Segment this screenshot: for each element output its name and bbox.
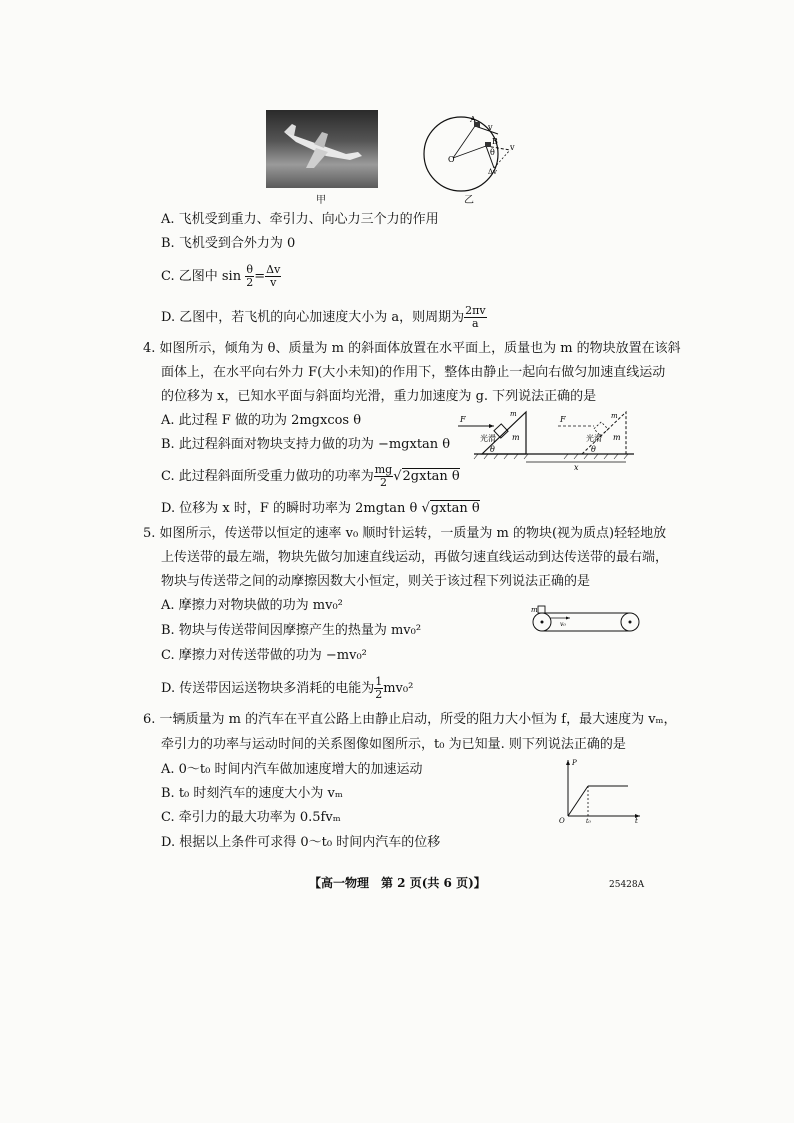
airplane-photo	[266, 110, 378, 188]
label-v0: v₀	[560, 621, 566, 628]
label-m-incline: m	[512, 433, 520, 442]
label-theta-dashed: θ	[591, 445, 596, 454]
q6-option-c: C. 牵引力的最大功率为 0.5fvₘ	[161, 810, 341, 825]
q5-option-b: B. 物块与传送带间因摩擦产生的热量为 mv₀²	[161, 623, 422, 638]
q4-stem-line1: 4. 如图所示，倾角为 θ、质量为 m 的斜面体放置在水平面上，质量也为 m 的物块放置在该斜	[143, 341, 681, 356]
q6-power-time-graph	[556, 756, 644, 826]
q5-stem-line1: 5. 如图所示，传送带以恒定的速率 v₀ 顺时针运转，一质量为 m 的物块(视为质点)轻轻地放	[143, 526, 667, 541]
q4-stem-line3: 的位移为 x，已知水平面与斜面均光滑，重力加速度为 g. 下列说法正确的是	[161, 389, 597, 404]
figure-jia-caption: 甲	[316, 195, 326, 206]
label-v-right: v	[510, 143, 515, 152]
label-F-dashed: F	[560, 415, 566, 424]
label-smooth: 光滑	[480, 434, 496, 443]
label-O: O	[448, 155, 455, 164]
q4-option-c: C. 此过程斜面所受重力做功的功率为 $\frac{mg}{2}$ √2gxtan θ	[161, 463, 460, 489]
footer-title: 【高一物理 第 2 页(共 6 页)】	[309, 876, 486, 890]
label-dv: Δv	[488, 168, 498, 176]
q5-option-c: C. 摩擦力对传送带做的功为 −mv₀²	[161, 648, 367, 663]
figure-yi-caption: 乙	[464, 195, 474, 206]
q3-option-c: C. 乙图中 sin $\frac{\theta}{2}$ = $\frac{\Delta v}{v}$	[161, 263, 281, 289]
label-m-incline-dashed: m	[613, 433, 621, 442]
figure-yi-diagram	[418, 112, 528, 194]
q6-stem-line1: 6. 一辆质量为 m 的汽车在平直公路上由静止启动，所受的阻力大小恒为 f，最大速度为 vₘ，	[143, 712, 677, 727]
q4-incline-diagram	[454, 404, 640, 480]
label-v-top: v	[488, 123, 493, 132]
label-A: A	[470, 115, 476, 124]
q5-option-a: A. 摩擦力对物块做的功为 mv₀²	[161, 598, 343, 613]
label-x: x	[574, 463, 579, 472]
label-t: t	[635, 817, 638, 825]
q4-option-d: D. 位移为 x 时，F 的瞬时功率为 2mgtan θ √gxtan θ	[161, 501, 480, 516]
label-O: O	[559, 817, 565, 825]
label-theta: θ	[490, 148, 495, 157]
label-smooth-dashed: 光滑	[586, 434, 602, 443]
q5-option-d: D. 传送带因运送物块多消耗的电能为 $\frac{1}{2}$ mv₀²	[161, 675, 414, 701]
q6-option-a: A. 0～t₀ 时间内汽车做加速度增大的加速运动	[161, 762, 423, 777]
q6-option-b: B. t₀ 时刻汽车的速度大小为 vₘ	[161, 786, 343, 801]
q4-stem-line2: 面体上，在水平向右外力 F(大小未知)的作用下，整体由静止一起向右做匀加速直线运动	[161, 365, 666, 380]
q4-option-a: A. 此过程 F 做的功为 2mgxcos θ	[161, 413, 362, 428]
label-B: B	[492, 137, 498, 146]
q6-option-d: D. 根据以上条件可求得 0～t₀ 时间内汽车的位移	[161, 835, 441, 850]
q6-stem-line2: 牵引力的功率与运动时间的关系图像如图所示，t₀ 为已知量. 则下列说法正确的是	[161, 737, 626, 752]
label-m-block-dashed: m	[611, 412, 618, 420]
label-theta: θ	[490, 445, 495, 454]
footer-code: 25428A	[609, 880, 645, 890]
label-P: P	[572, 759, 577, 767]
q4-option-b: B. 此过程斜面对物块支持力做的功为 −mgxtan θ	[161, 437, 451, 452]
label-m: m	[531, 606, 538, 614]
label-m-block: m	[510, 410, 517, 418]
q3-option-d: D. 乙图中，若飞机的向心加速度大小为 a，则周期为 $\frac{2\pi v}{a}$	[161, 304, 486, 330]
airplane-illustration	[266, 110, 378, 188]
q5-conveyor-diagram	[528, 602, 644, 636]
label-F: F	[460, 415, 466, 424]
q3-option-b: B. 飞机受到合外力为 0	[161, 236, 296, 251]
q3-option-a: A. 飞机受到重力、牵引力、向心力三个力的作用	[161, 212, 439, 227]
label-t0: t₀	[586, 818, 591, 825]
q5-stem-line3: 物块与传送带之间的动摩擦因数大小恒定，则关于该过程下列说法正确的是	[161, 574, 591, 589]
q5-stem-line2: 上传送带的最左端，物块先做匀加速直线运动，再做匀速直线运动到达传送带的最右端，	[161, 550, 669, 565]
